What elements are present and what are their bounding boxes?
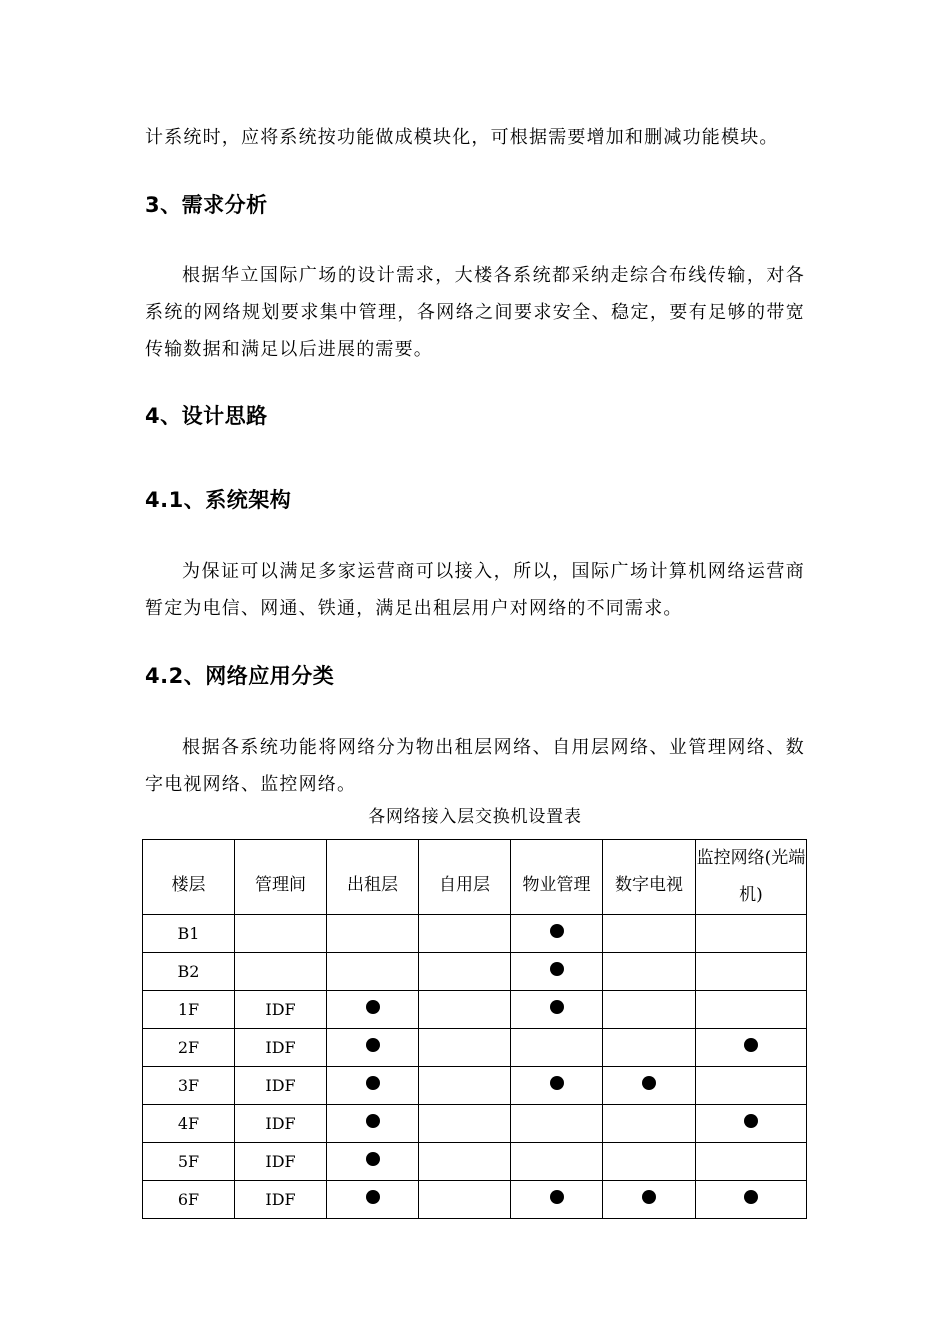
header-floor: 楼层: [143, 840, 235, 915]
cell-rental-floor: [327, 1105, 419, 1143]
filled-dot-icon: [550, 962, 564, 976]
filled-dot-icon: [744, 1038, 758, 1052]
cell-property-management: [511, 1029, 603, 1067]
filled-dot-icon: [744, 1114, 758, 1128]
heading-system-architecture: 4.1、系统架构: [145, 488, 292, 512]
cell-equipment-room: [235, 953, 327, 991]
cell-floor: 3F: [143, 1067, 235, 1105]
cell-equipment-room: IDF: [235, 1029, 327, 1067]
cell-property-management: [511, 1143, 603, 1181]
cell-monitoring-network: [696, 1181, 807, 1219]
heading-design-approach: 4、设计思路: [145, 404, 268, 428]
cell-floor: 4F: [143, 1105, 235, 1143]
cell-self-use-floor: [419, 915, 511, 953]
cell-digital-tv: [603, 1029, 696, 1067]
cell-equipment-room: IDF: [235, 1143, 327, 1181]
cell-self-use-floor: [419, 1105, 511, 1143]
cell-rental-floor: [327, 1181, 419, 1219]
filled-dot-icon: [744, 1190, 758, 1204]
table-row: [143, 915, 807, 953]
filled-dot-icon: [366, 1190, 380, 1204]
cell-equipment-room: IDF: [235, 991, 327, 1029]
cell-self-use-floor: [419, 1029, 511, 1067]
paragraph-architecture: 为保证可以满足多家运营商可以接入，所以，国际广场计算机网络运营商暂定为电信、网通、铁通，满足出租层用户对网络的不同需求。: [145, 561, 805, 619]
cell-property-management: [511, 1067, 603, 1105]
cell-monitoring-network: [696, 1143, 807, 1181]
table-row: [143, 991, 807, 1029]
cell-self-use-floor: [419, 1067, 511, 1105]
cell-digital-tv: [603, 953, 696, 991]
cell-monitoring-network: [696, 1067, 807, 1105]
table-row: [143, 1029, 807, 1067]
cell-monitoring-network: [696, 1105, 807, 1143]
header-digital-tv: 数字电视: [603, 840, 696, 915]
cell-self-use-floor: [419, 1143, 511, 1181]
cell-self-use-floor: [419, 1181, 511, 1219]
cell-digital-tv: [603, 1143, 696, 1181]
filled-dot-icon: [366, 1000, 380, 1014]
cell-rental-floor: [327, 1029, 419, 1067]
cell-equipment-room: IDF: [235, 1105, 327, 1143]
table-row: [143, 1143, 807, 1181]
cell-self-use-floor: [419, 991, 511, 1029]
filled-dot-icon: [642, 1190, 656, 1204]
cell-digital-tv: [603, 1181, 696, 1219]
cell-monitoring-network: [696, 915, 807, 953]
table-row: [143, 953, 807, 991]
table-row: [143, 1105, 807, 1143]
cell-equipment-room: IDF: [235, 1067, 327, 1105]
filled-dot-icon: [550, 924, 564, 938]
cell-self-use-floor: [419, 953, 511, 991]
header-self-use-floor: 自用层: [419, 840, 511, 915]
filled-dot-icon: [366, 1076, 380, 1090]
cell-digital-tv: [603, 915, 696, 953]
paragraph-intro-tail: 计系统时，应将系统按功能做成模块化，可根据需要增加和删减功能模块。: [145, 127, 779, 148]
cell-rental-floor: [327, 915, 419, 953]
cell-monitoring-network: [696, 991, 807, 1029]
cell-floor: 1F: [143, 991, 235, 1029]
paragraph-classification: 根据各系统功能将网络分为物出租层网络、自用层网络、业管理网络、数字电视网络、监控网络。: [145, 737, 805, 795]
cell-rental-floor: [327, 1067, 419, 1105]
cell-floor: 2F: [143, 1029, 235, 1067]
cell-property-management: [511, 953, 603, 991]
cell-digital-tv: [603, 991, 696, 1029]
header-monitoring-network: 监控网络(光端机): [696, 840, 807, 915]
filled-dot-icon: [366, 1152, 380, 1166]
switch-settings-table: [142, 839, 807, 1219]
cell-floor: B1: [143, 915, 235, 953]
table-body: [143, 915, 807, 1219]
filled-dot-icon: [550, 1190, 564, 1204]
cell-rental-floor: [327, 953, 419, 991]
header-rental-floor: 出租层: [327, 840, 419, 915]
cell-monitoring-network: [696, 953, 807, 991]
table-row: [143, 1181, 807, 1219]
table-row: [143, 1067, 807, 1105]
cell-property-management: [511, 1105, 603, 1143]
cell-monitoring-network: [696, 1029, 807, 1067]
heading-requirements-analysis: 3、需求分析: [145, 193, 268, 217]
cell-digital-tv: [603, 1067, 696, 1105]
header-property-management: 物业管理: [511, 840, 603, 915]
filled-dot-icon: [366, 1114, 380, 1128]
cell-equipment-room: [235, 915, 327, 953]
filled-dot-icon: [366, 1038, 380, 1052]
filled-dot-icon: [550, 1000, 564, 1014]
paragraph-requirements: 根据华立国际广场的设计需求，大楼各系统都采纳走综合布线传输，对各系统的网络规划要求集中管理，各网络之间要求安全、稳定，要有足够的带宽传输数据和满足以后进展的需要。: [145, 265, 805, 360]
cell-digital-tv: [603, 1105, 696, 1143]
cell-floor: B2: [143, 953, 235, 991]
filled-dot-icon: [642, 1076, 656, 1090]
cell-property-management: [511, 991, 603, 1029]
cell-property-management: [511, 915, 603, 953]
cell-rental-floor: [327, 991, 419, 1029]
table-header-row: [143, 840, 807, 915]
table-caption: 各网络接入层交换机设置表: [368, 807, 582, 827]
cell-equipment-room: IDF: [235, 1181, 327, 1219]
cell-rental-floor: [327, 1143, 419, 1181]
cell-floor: 5F: [143, 1143, 235, 1181]
header-equipment-room: 管理间: [235, 840, 327, 915]
heading-network-classification: 4.2、网络应用分类: [145, 664, 335, 688]
cell-floor: 6F: [143, 1181, 235, 1219]
cell-property-management: [511, 1181, 603, 1219]
filled-dot-icon: [550, 1076, 564, 1090]
